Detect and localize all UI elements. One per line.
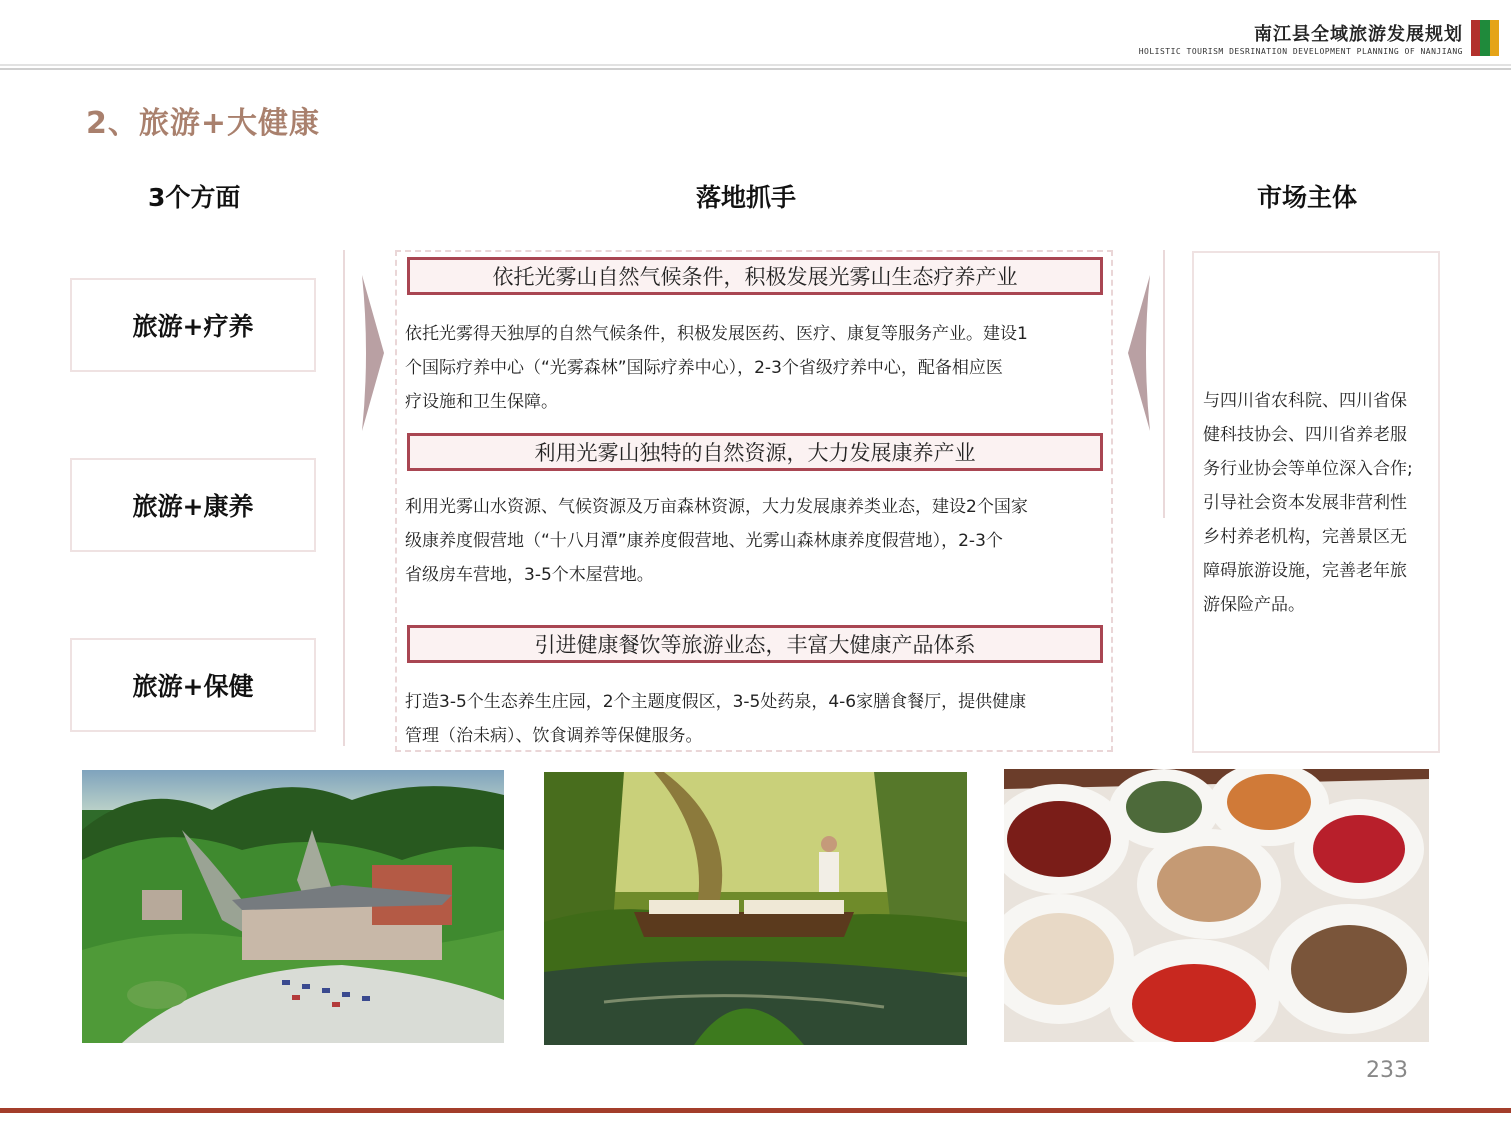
market-line: 与四川省农科院、四川省保 <box>1203 391 1407 411</box>
item-body-line: 打造3-5个生态养生庄园，2个主题度假区，3-5处药泉，4-6家膳食餐厅，提供健康 <box>405 692 1027 712</box>
market-text <box>1203 384 1435 622</box>
arrow-left-icon <box>1126 275 1152 431</box>
item-body-recuperation <box>405 317 1095 419</box>
arrow-right-icon <box>360 275 386 431</box>
market-line: 引导社会资本发展非营利性 <box>1203 493 1407 513</box>
item-body-wellness <box>405 490 1095 592</box>
column-heading-aspects: 3个方面 <box>148 183 241 212</box>
brand-bar-yellow <box>1490 20 1499 56</box>
right-separator <box>1163 250 1165 518</box>
photo-mountain-resort <box>82 770 504 1043</box>
item-body-line: 级康养度假营地（“十八月潭”康养度假营地、光雾山森林康养度假营地），2-3个 <box>405 531 1003 551</box>
brand-bar-red <box>1471 20 1480 56</box>
item-body-line: 利用光雾山水资源、气候资源及万亩森林资源，大力发展康养类业态，建设2个国家 <box>405 497 1028 517</box>
brand-bar-green <box>1480 20 1489 56</box>
item-body-line: 省级房车营地，3-5个木屋营地。 <box>405 565 654 585</box>
item-body-line: 个国际疗养中心（“光雾森林”国际疗养中心），2-3个省级疗养中心，配备相应医 <box>405 358 1003 378</box>
photo-forest-spa <box>544 772 967 1045</box>
market-line: 健科技协会、四川省养老服 <box>1203 425 1407 445</box>
item-body-line: 管理（治未病）、饮食调养等保健服务。 <box>405 726 703 746</box>
item-body-line: 依托光雾得天独厚的自然气候条件，积极发展医药、医疗、康复等服务产业。建设1 <box>405 324 1028 344</box>
market-line: 乡村养老机构，完善景区无 <box>1203 527 1407 547</box>
item-title-healthcare: 引进健康餐饮等旅游业态，丰富大健康产品体系 <box>407 625 1103 663</box>
photo-herbal-ingredients <box>1004 769 1429 1042</box>
footer-bar <box>0 1108 1511 1113</box>
aspect-box-wellness: 旅游+康养 <box>70 458 316 552</box>
market-line: 游保险产品。 <box>1203 595 1305 615</box>
document-subtitle: HOLISTIC TOURISM DESRINATION DEVELOPMENT PLANNING OF NANJIANG <box>1138 47 1463 56</box>
left-separator <box>343 250 345 746</box>
item-title-recuperation: 依托光雾山自然气候条件，积极发展光雾山生态疗养产业 <box>407 257 1103 295</box>
document-title: 南江县全域旅游发展规划 <box>1254 24 1463 45</box>
aspect-box-recuperation: 旅游+疗养 <box>70 278 316 372</box>
item-body-line: 疗设施和卫生保障。 <box>405 392 558 412</box>
aspect-box-healthcare: 旅游+保健 <box>70 638 316 732</box>
header-divider <box>0 64 1511 70</box>
market-line: 障碍旅游设施，完善老年旅 <box>1203 561 1407 581</box>
item-body-healthcare <box>405 685 1095 753</box>
column-heading-actions: 落地抓手 <box>696 183 797 212</box>
page-number: 233 <box>1366 1058 1408 1083</box>
brand-color-bars <box>1471 20 1499 56</box>
market-line: 务行业协会等单位深入合作; <box>1203 459 1413 479</box>
item-title-wellness: 利用光雾山独特的自然资源，大力发展康养产业 <box>407 433 1103 471</box>
section-title: 2、旅游+大健康 <box>86 106 321 141</box>
column-heading-market: 市场主体 <box>1257 183 1358 212</box>
